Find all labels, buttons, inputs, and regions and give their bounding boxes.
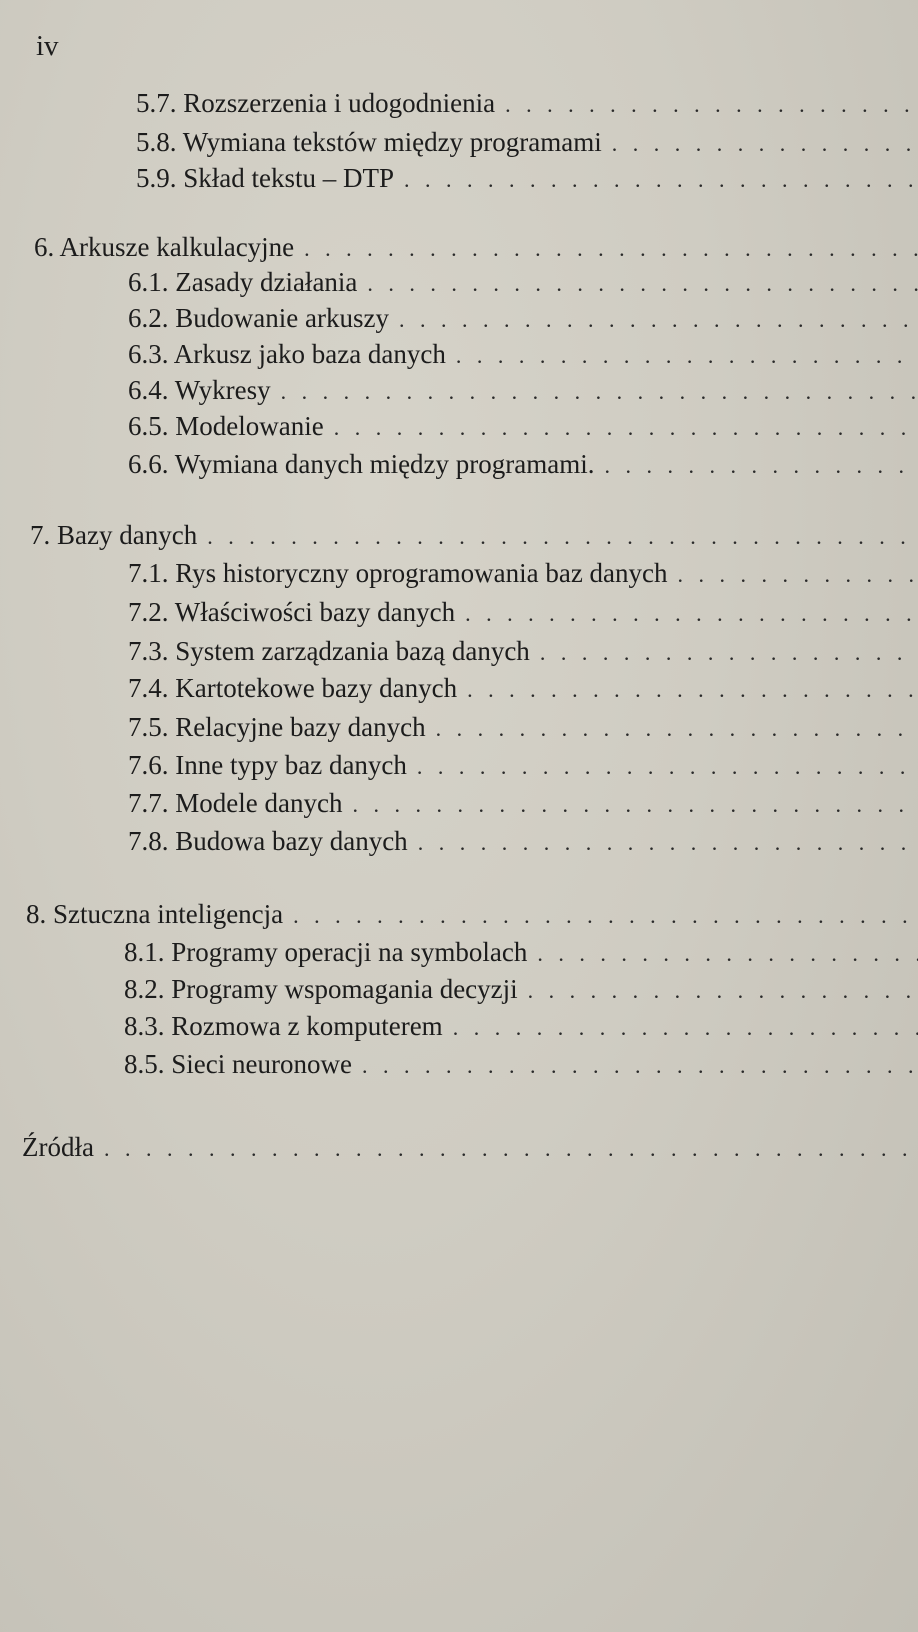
toc-entry-7-3 — [128, 634, 918, 670]
dot-leader — [404, 163, 918, 197]
toc-chapter-label: 7. Bazy danych — [30, 520, 198, 550]
dot-leader — [436, 712, 918, 746]
toc-entry-8-1 — [124, 935, 918, 971]
dot-leader — [418, 826, 918, 860]
toc-entry-label: 7.6. Inne typy baz danych — [128, 750, 407, 780]
toc-entry-label: 8.1. Programy operacji na symbolach — [124, 937, 528, 967]
dot-leader — [612, 127, 918, 161]
dot-leader — [678, 558, 918, 592]
toc-entry-label: 8.3. Rozmowa z komputerem — [124, 1011, 443, 1041]
toc-entry-5-9 — [136, 161, 918, 197]
dot-leader — [293, 899, 918, 933]
dot-leader — [334, 411, 918, 445]
toc-entry-7-5 — [128, 710, 918, 746]
toc-chapter-6 — [34, 230, 918, 266]
toc-entry-label: 7.7. Modele danych — [128, 788, 343, 818]
toc-entry-6-3 — [128, 337, 918, 373]
toc-chapter-label: Źródła — [22, 1132, 94, 1162]
toc-entry-7-4 — [128, 671, 918, 707]
dot-leader — [467, 673, 918, 707]
toc-entry-8-2 — [124, 972, 918, 1008]
dot-leader — [528, 974, 918, 1008]
toc-entry-6-4 — [128, 373, 918, 409]
dot-leader — [281, 375, 918, 409]
toc-entry-7-1 — [128, 556, 918, 592]
toc-entry-label: 5.9. Skład tekstu – DTP — [136, 163, 395, 193]
toc-entry-6-6 — [128, 447, 918, 483]
toc-entry-label: 5.7. Rozszerzenia i udogodnienia — [136, 88, 496, 118]
toc-entry-label: 7.8. Budowa bazy danych — [128, 826, 408, 856]
toc-entry-label: 7.4. Kartotekowe bazy danych — [128, 673, 458, 703]
dot-leader — [505, 88, 918, 122]
toc-entry-label: 7.2. Właściwości bazy danych — [128, 597, 456, 627]
dot-leader — [362, 1049, 918, 1083]
toc-chapter-8 — [26, 897, 918, 933]
dot-leader — [465, 597, 918, 631]
page-number: iv — [36, 30, 59, 62]
toc-entry-7-8 — [128, 824, 918, 860]
toc-chapter-7 — [30, 518, 918, 554]
dot-leader — [352, 788, 918, 822]
toc-entry-label: 8.5. Sieci neuronowe — [124, 1049, 352, 1079]
toc-entry-5-8 — [136, 125, 918, 161]
toc-entry-8-5 — [124, 1047, 918, 1083]
dot-leader — [367, 267, 918, 301]
toc-entry-7-7 — [128, 786, 918, 822]
toc-entry-5-7 — [136, 86, 918, 122]
toc-chapter-label: 8. Sztuczna inteligencja — [26, 899, 284, 929]
toc-entry-7-6 — [128, 748, 918, 784]
toc-entry-7-2 — [128, 595, 918, 631]
toc-entry-label: 6.3. Arkusz jako baza danych — [128, 339, 446, 369]
dot-leader — [417, 750, 918, 784]
toc-entry-6-5 — [128, 409, 918, 445]
toc-entry-label: 7.5. Relacyjne bazy danych — [128, 712, 426, 742]
dot-leader — [605, 449, 918, 483]
toc-entry-label: 6.2. Budowanie arkuszy — [128, 303, 389, 333]
toc-entry-6-2 — [128, 301, 918, 337]
toc-entry-label: 7.3. System zarządzania bazą danych — [128, 636, 530, 666]
toc-entry-label: 6.4. Wykresy — [128, 375, 271, 405]
toc-entry-label: 5.8. Wymiana tekstów między programami — [136, 127, 602, 157]
toc-sources — [22, 1130, 918, 1166]
dot-leader — [540, 636, 918, 670]
dot-leader — [537, 937, 918, 971]
toc-entry-label: 7.1. Rys historyczny oprogramowania baz danych — [128, 558, 668, 588]
dot-leader — [399, 303, 918, 337]
toc-entry-label: 6.5. Modelowanie — [128, 411, 324, 441]
dot-leader — [104, 1132, 918, 1166]
toc-entry-6-1 — [128, 265, 918, 301]
dot-leader — [453, 1011, 918, 1045]
toc-entry-label: 6.1. Zasady działania — [128, 267, 358, 297]
toc-entry-label: 8.2. Programy wspomagania decyzji — [124, 974, 518, 1004]
toc-chapter-label: 6. Arkusze kalkulacyjne — [34, 232, 295, 262]
toc-entry-8-3 — [124, 1009, 918, 1045]
dot-leader — [456, 339, 918, 373]
dot-leader — [207, 520, 918, 554]
toc-entry-label: 6.6. Wymiana danych między programami. — [128, 449, 595, 479]
dot-leader — [304, 232, 918, 266]
